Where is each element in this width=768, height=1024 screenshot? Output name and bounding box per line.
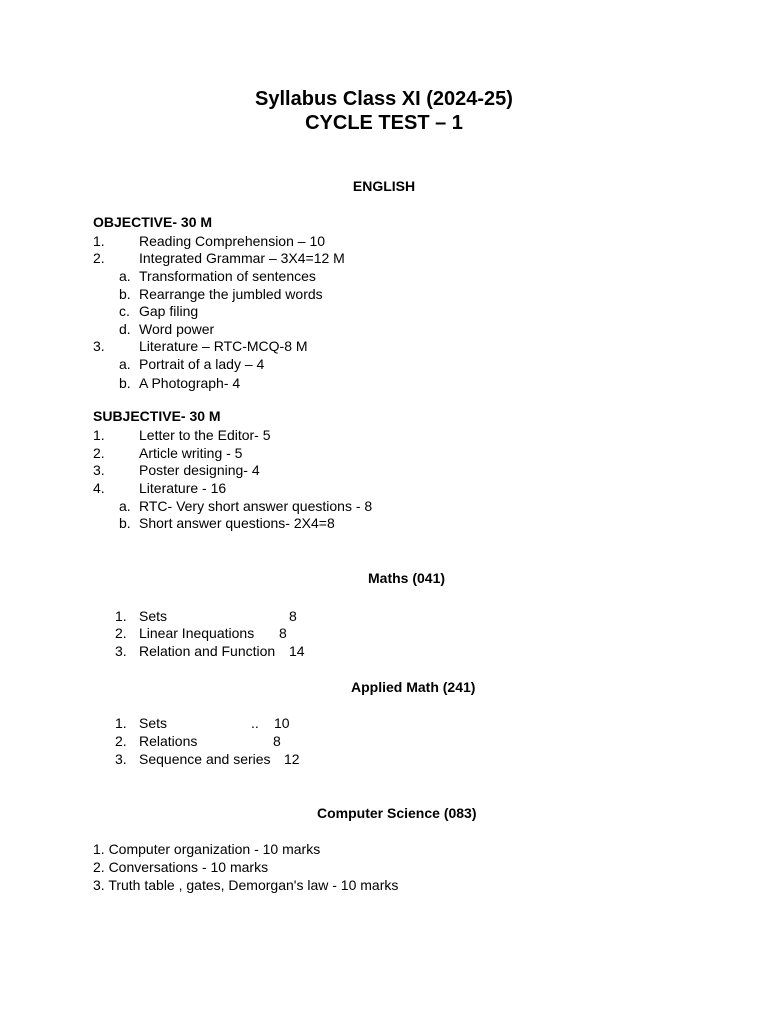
list-item-number: 3. xyxy=(93,338,105,354)
list-item: 2. Conversations - 10 marks xyxy=(93,859,269,875)
list-item-text: Sets xyxy=(139,715,168,731)
sub-item-text: Rearrange the jumbled words xyxy=(139,286,323,302)
list-item-text: Article writing - 5 xyxy=(139,445,243,461)
list-item-number: 3. xyxy=(93,462,105,478)
list-item-number: 1. xyxy=(115,715,127,731)
list-item-marks: 10 xyxy=(274,715,290,731)
list-item-number: 1. xyxy=(115,608,127,624)
sub-item-letter: d. xyxy=(119,321,131,337)
sub-item-text: A Photograph- 4 xyxy=(139,375,241,391)
sub-item-text: Transformation of sentences xyxy=(139,268,316,284)
list-item-number: 3. xyxy=(115,751,127,767)
sub-item-letter: b. xyxy=(119,515,131,531)
list-item-number: 2. xyxy=(115,625,127,641)
list-item-text: Linear Inequations xyxy=(139,625,255,641)
subjective-heading: SUBJECTIVE- 30 M xyxy=(93,408,221,424)
list-item-marks: 12 xyxy=(284,751,300,767)
list-item-text: Relations xyxy=(139,733,198,749)
page-title: Syllabus Class XI (2024-25) xyxy=(255,88,513,110)
list-item-text: Relation and Function xyxy=(139,643,276,659)
applied-math-heading: Applied Math (241) xyxy=(351,679,476,695)
list-item-number: 2. xyxy=(93,445,105,461)
sub-item-text: RTC- Very short answer questions - 8 xyxy=(139,498,373,514)
list-item-text: Letter to the Editor- 5 xyxy=(139,427,271,443)
list-item-number: 1. xyxy=(93,427,105,443)
list-item-marks: 8 xyxy=(289,608,297,624)
sub-item-letter: c. xyxy=(119,303,130,319)
list-item-marks: 8 xyxy=(273,733,281,749)
list-item-text: Poster designing- 4 xyxy=(139,462,260,478)
list-item-text: Reading Comprehension – 10 xyxy=(139,233,326,249)
maths-heading: Maths (041) xyxy=(368,570,446,586)
sub-item-text: Word power xyxy=(139,321,215,337)
sub-item-text: Short answer questions- 2X4=8 xyxy=(139,515,335,531)
list-item-number: 4. xyxy=(93,480,105,496)
list-item-number: 1. xyxy=(93,233,105,249)
sub-item-letter: b. xyxy=(119,286,131,302)
sub-item-letter: a. xyxy=(119,268,131,284)
objective-heading: OBJECTIVE- 30 M xyxy=(93,214,213,230)
english-heading: ENGLISH xyxy=(352,178,416,194)
list-item-number: 2. xyxy=(93,250,105,266)
sub-item-letter: b. xyxy=(119,375,131,391)
list-item-text: Literature – RTC-MCQ-8 M xyxy=(139,338,308,354)
list-item: 3. Truth table , gates, Demorgan's law - 10 marks xyxy=(93,877,399,893)
sub-item-letter: a. xyxy=(119,498,131,514)
list-item-number: 2. xyxy=(115,733,127,749)
list-item-marks: 8 xyxy=(279,625,287,641)
sub-item-text: Gap filing xyxy=(139,303,199,319)
sub-item-text: Portrait of a lady – 4 xyxy=(139,356,265,372)
sub-item-letter: a. xyxy=(119,356,131,372)
list-item-marks: 14 xyxy=(289,643,305,659)
computer-science-heading: Computer Science (083) xyxy=(317,805,477,821)
list-item: 1. Computer organization - 10 marks xyxy=(93,841,321,857)
list-item-text: Sets xyxy=(139,608,168,624)
page-subtitle: CYCLE TEST – 1 xyxy=(305,112,463,134)
list-item-number: 3. xyxy=(115,643,127,659)
list-item-text: Sequence and series xyxy=(139,751,271,767)
list-item-dots: .. xyxy=(251,715,259,731)
list-item-text: Integrated Grammar – 3X4=12 M xyxy=(139,250,345,266)
list-item-text: Literature - 16 xyxy=(139,480,227,496)
